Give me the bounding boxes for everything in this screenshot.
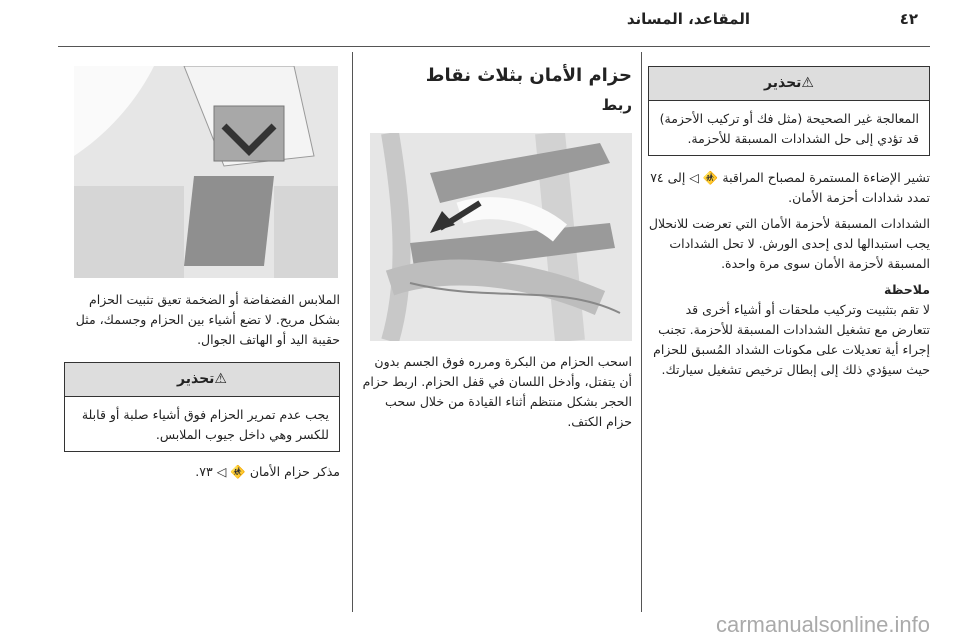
warning-heading: تحذير	[177, 371, 215, 387]
middle-column	[362, 64, 632, 116]
paragraph: اسحب الحزام من البكرة ومرره فوق الجسم بدون أن يتفتل، وأدخل اللسان في قفل الحزام. اربط حزام الحجر بشكل منتظم أثناء القيادة من خلال سحب حزام الكتف.	[362, 354, 632, 429]
buckle-figure	[74, 66, 338, 278]
warning-text: يجب عدم تمرير الحزام فوق أشياء صلبة أو قابلة للكسر وهي داخل جيوب الملابس.	[81, 407, 329, 442]
page-number: ٤٢	[899, 10, 918, 28]
middle-column-text	[362, 352, 632, 432]
buckle-illustration	[74, 66, 338, 278]
header-rule	[58, 46, 930, 47]
section-title: حزام الأمان بثلاث نقاط	[425, 65, 632, 86]
seatbelt-illustration	[370, 133, 632, 341]
paragraph: مذكر حزام الأمان 🚸 ◁ ٧٣.	[195, 464, 340, 479]
section-subtitle: ربط	[601, 96, 632, 114]
column-divider-right	[641, 52, 642, 612]
page-header-title: المقاعد، المساند	[626, 10, 750, 28]
warning-heading: تحذير	[764, 75, 802, 91]
warning-triangle-icon: ⚠	[801, 75, 814, 91]
warning-triangle-icon: ⚠	[214, 371, 227, 387]
left-column	[64, 290, 340, 482]
note-heading: ملاحظة	[884, 282, 930, 297]
warning-box	[648, 66, 930, 156]
note-text: لا تقم بتثبيت وتركيب ملحقات أو أشياء أخرى قد تتعارض مع تشغيل الشدادات المسبقة للأحزمة. تجنب إجراء أية تعديلات على مكونات الشداد المُسبق للحزام حيث سيؤدي ذلك إلى إبطال ترخيص تشغيل سيارتك.	[653, 302, 930, 377]
warning-header	[65, 363, 339, 397]
paragraph: تشير الإضاءة المستمرة لمصباح المراقبة 🚸 ◁ إلى ٧٤ تمدد شدادات أحزمة الأمان.	[650, 170, 930, 205]
watermark: carmanualsonline.info	[715, 612, 930, 637]
warning-header	[649, 67, 929, 101]
right-column	[648, 66, 930, 380]
paragraph: الشدادات المسبقة لأحزمة الأمان التي تعرضت للانحلال يجب استبدالها لدى إحدى الورش. لا تحل الشدادات المسبقة لأحزمة الأمان سوى مرة واحدة.	[648, 216, 930, 271]
paragraph: الملابس الفضفاضة أو الضخمة تعيق تثبيت الحزام بشكل مريح. لا تضع أشياء بين الحزام وجسمك، مثل حقيبة اليد أو الهاتف الجوال.	[75, 292, 340, 347]
seatbelt-fastening-figure	[370, 133, 632, 341]
column-divider-left	[352, 52, 353, 612]
warning-box	[64, 362, 340, 452]
warning-text: المعالجة غير الصحيحة (مثل فك أو تركيب الأحزمة) قد تؤدي إلى حل الشدادات المسبقة للأحزمة.	[659, 111, 919, 146]
